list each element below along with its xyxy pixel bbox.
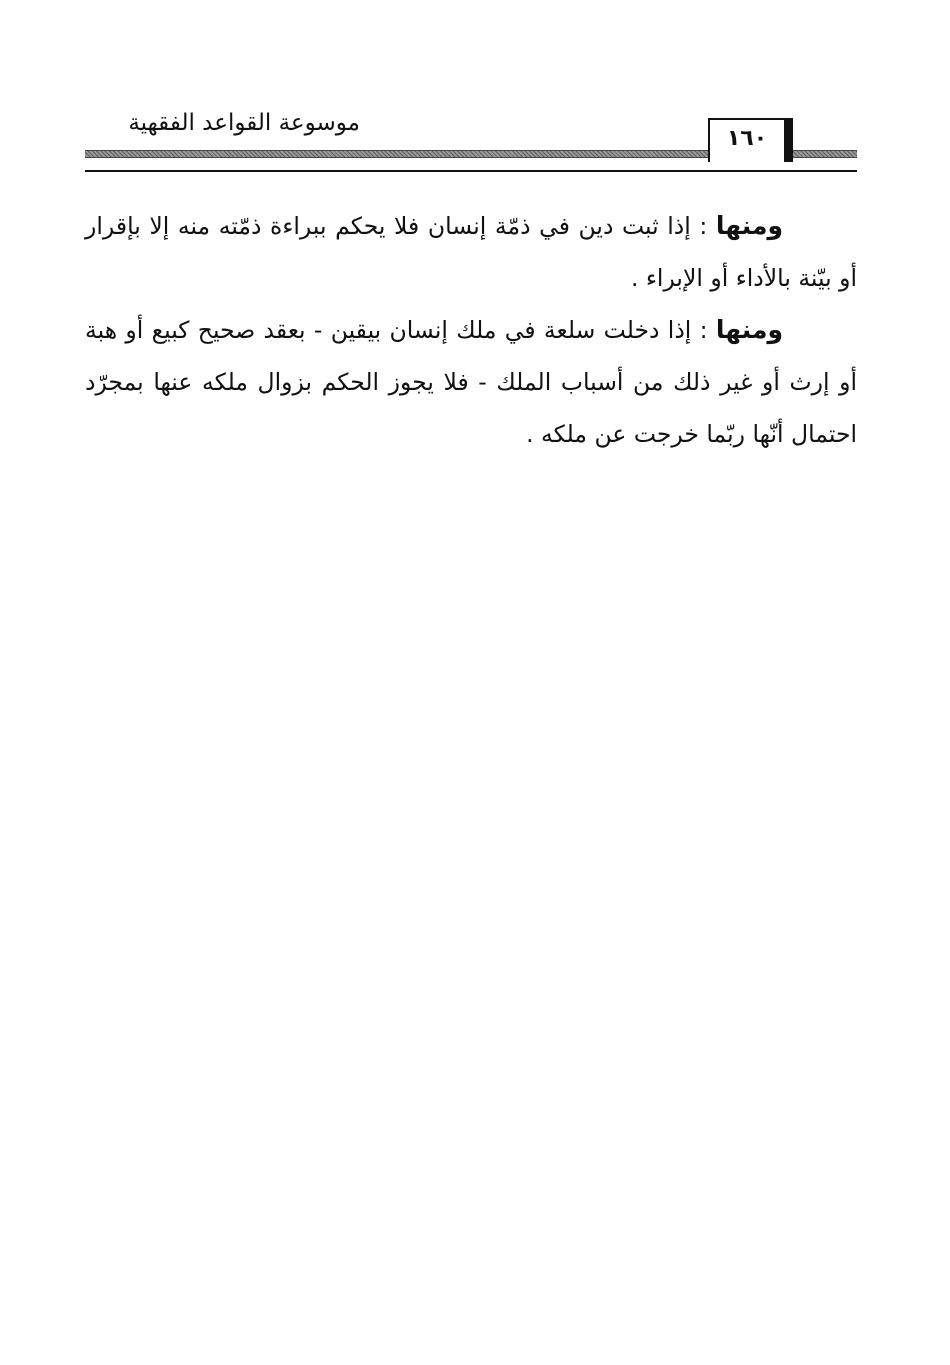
paragraph-text: : إذا ثبت دين في ذمّة إنسان فلا يحكم ببراءة ذمّته منه إلا بإقرار أو بيّنة بالأداء أو الإبراء . — [85, 212, 857, 292]
page-header — [85, 100, 857, 180]
paragraph-lead: ومنها — [715, 315, 783, 344]
page-number: ١٦٠ — [726, 126, 768, 151]
page-number-box-shadow — [785, 118, 793, 162]
paragraph-text: : إذا دخلت سلعة في ملك إنسان بيقين - بعقد صحيح كبيع أو هبة أو إرث أو غير ذلك من أسباب الملك - فلا يجوز الحكم بزوال ملكه عنها بمجرّد احتمال أنّها ربّما خرجت عن ملكه . — [85, 316, 857, 448]
header-rule-thin — [85, 170, 857, 172]
paragraph — [85, 200, 857, 304]
paragraph-lead: ومنها — [715, 211, 783, 240]
page-body — [85, 200, 857, 460]
book-title: موسوعة القواعد الفقهية — [128, 110, 360, 136]
paragraph — [85, 304, 857, 460]
